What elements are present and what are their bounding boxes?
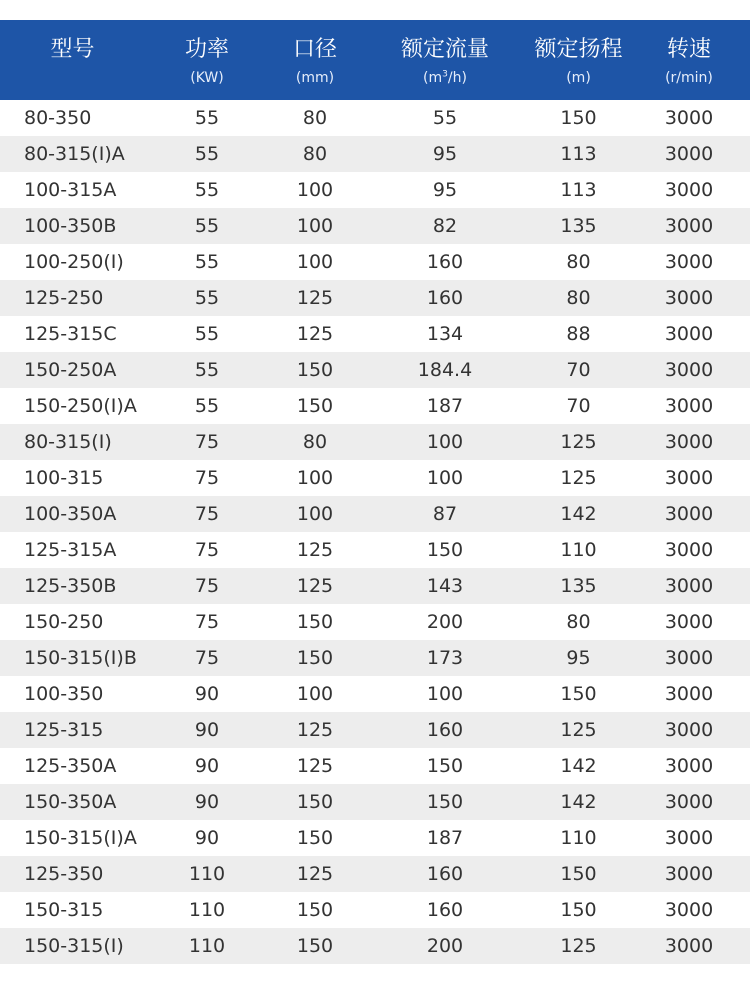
table-row (0, 604, 750, 640)
table-row (0, 712, 750, 748)
cell-diameter: 80 (302, 143, 328, 165)
cell-diameter: 125 (296, 863, 334, 885)
cell-head: 125 (560, 719, 597, 741)
table-row (0, 352, 750, 388)
cell-diameter: 150 (296, 935, 334, 957)
cell-diameter: 125 (296, 539, 334, 561)
table-body (0, 100, 750, 964)
cell-power: 110 (188, 899, 226, 921)
cell-speed: 3000 (664, 323, 714, 345)
table-row (0, 316, 750, 352)
header-diameter-title: 口径 (292, 37, 337, 62)
cell-power: 55 (194, 359, 220, 381)
header-flow-unit-pre: (m (423, 70, 443, 86)
cell-head: 70 (566, 359, 591, 381)
cell-flow: 100 (426, 467, 464, 489)
cell-model: 100-250(I) (24, 251, 124, 273)
cell-diameter: 100 (296, 179, 334, 201)
cell-flow: 95 (432, 143, 458, 165)
cell-model: 150-250(I)A (24, 395, 137, 417)
cell-diameter: 125 (296, 323, 334, 345)
table-row (0, 388, 750, 424)
cell-diameter: 80 (302, 107, 328, 129)
cell-flow: 200 (426, 935, 464, 957)
table-row (0, 280, 750, 316)
table-row (0, 676, 750, 712)
cell-diameter: 80 (302, 431, 328, 453)
cell-speed: 3000 (664, 503, 714, 525)
cell-diameter: 150 (296, 395, 334, 417)
cell-diameter: 150 (296, 647, 334, 669)
cell-flow: 150 (426, 539, 464, 561)
cell-head: 110 (560, 539, 597, 561)
cell-speed: 3000 (664, 467, 714, 489)
cell-speed: 3000 (664, 611, 714, 633)
cell-head: 135 (560, 215, 597, 237)
cell-diameter: 150 (296, 611, 334, 633)
cell-speed: 3000 (664, 431, 714, 453)
cell-diameter: 125 (296, 719, 334, 741)
cell-speed: 3000 (664, 719, 714, 741)
cell-head: 150 (560, 863, 597, 885)
cell-power: 75 (194, 503, 220, 525)
cell-model: 150-315 (24, 899, 104, 921)
cell-diameter: 125 (296, 287, 334, 309)
cell-speed: 3000 (664, 899, 714, 921)
cell-power: 55 (194, 395, 220, 417)
cell-head: 80 (566, 611, 591, 633)
cell-model: 100-350 (24, 683, 104, 705)
cell-power: 110 (188, 935, 226, 957)
header-speed-title: 转速 (666, 37, 711, 62)
table-row (0, 892, 750, 928)
cell-head: 113 (560, 179, 597, 201)
cell-speed: 3000 (664, 107, 714, 129)
cell-speed: 3000 (664, 251, 714, 273)
cell-diameter: 150 (296, 899, 334, 921)
cell-flow: 160 (426, 899, 464, 921)
table-row (0, 424, 750, 460)
cell-model: 80-315(I) (24, 431, 112, 453)
header-flow-unit-sup: 3 (442, 69, 448, 80)
cell-power: 75 (194, 431, 220, 453)
table-row (0, 784, 750, 820)
cell-model: 125-350A (24, 755, 117, 777)
cell-model: 100-315A (24, 179, 117, 201)
cell-flow: 184.4 (417, 359, 473, 381)
cell-diameter: 150 (296, 359, 334, 381)
cell-speed: 3000 (664, 143, 714, 165)
cell-power: 55 (194, 251, 220, 273)
table-row (0, 928, 750, 964)
cell-diameter: 150 (296, 791, 334, 813)
cell-diameter: 100 (296, 503, 334, 525)
cell-head: 95 (566, 647, 591, 669)
cell-model: 150-250A (24, 359, 117, 381)
cell-diameter: 150 (296, 827, 334, 849)
cell-speed: 3000 (664, 395, 714, 417)
cell-flow: 134 (426, 323, 464, 345)
header-diameter (269, 20, 361, 100)
cell-head: 113 (560, 143, 597, 165)
cell-model: 125-315C (24, 323, 117, 345)
cell-speed: 3000 (664, 647, 714, 669)
cell-model: 100-350B (24, 215, 117, 237)
cell-flow: 55 (432, 107, 458, 129)
table-row (0, 820, 750, 856)
cell-head: 150 (560, 683, 597, 705)
cell-flow: 160 (426, 251, 464, 273)
cell-model: 125-250 (24, 287, 104, 309)
cell-power: 55 (194, 215, 220, 237)
table-row (0, 640, 750, 676)
cell-head: 80 (566, 287, 591, 309)
cell-flow: 187 (426, 827, 464, 849)
cell-head: 125 (560, 467, 597, 489)
cell-speed: 3000 (664, 359, 714, 381)
header-head-unit: (m) (566, 70, 591, 86)
header-power (145, 20, 269, 100)
cell-power: 55 (194, 107, 220, 129)
cell-speed: 3000 (664, 935, 714, 957)
cell-model: 150-250 (24, 611, 104, 633)
cell-model: 150-315(I)A (24, 827, 137, 849)
cell-speed: 3000 (664, 863, 714, 885)
cell-flow: 173 (426, 647, 464, 669)
cell-head: 142 (560, 503, 597, 525)
cell-flow: 200 (426, 611, 464, 633)
header-head-title: 额定扬程 (534, 37, 623, 62)
cell-model: 125-315 (24, 719, 104, 741)
table-row (0, 100, 750, 136)
cell-flow: 160 (426, 863, 464, 885)
cell-diameter: 100 (296, 683, 334, 705)
cell-head: 88 (566, 323, 591, 345)
header-flow (361, 20, 529, 100)
cell-model: 125-350B (24, 575, 117, 597)
table-header (0, 20, 750, 100)
header-speed (628, 20, 750, 100)
cell-speed: 3000 (664, 755, 714, 777)
cell-head: 125 (560, 431, 597, 453)
cell-model: 100-315 (24, 467, 104, 489)
table-row (0, 136, 750, 172)
cell-head: 150 (560, 107, 597, 129)
cell-head: 110 (560, 827, 597, 849)
header-speed-unit: (r/min) (665, 70, 713, 86)
cell-power: 90 (194, 755, 220, 777)
cell-model: 80-350 (24, 107, 92, 129)
header-power-title: 功率 (184, 37, 229, 62)
cell-speed: 3000 (664, 791, 714, 813)
header-model-title: 型号 (50, 37, 95, 62)
table-row (0, 172, 750, 208)
cell-head: 135 (560, 575, 597, 597)
cell-flow: 100 (426, 683, 464, 705)
header-model (0, 20, 145, 100)
table-row (0, 856, 750, 892)
cell-power: 75 (194, 647, 220, 669)
cell-flow: 87 (432, 503, 458, 525)
cell-model: 80-315(I)A (24, 143, 125, 165)
cell-diameter: 100 (296, 467, 334, 489)
cell-flow: 150 (426, 755, 464, 777)
cell-power: 110 (188, 863, 226, 885)
cell-speed: 3000 (664, 539, 714, 561)
table-row (0, 244, 750, 280)
cell-power: 90 (194, 683, 220, 705)
table-row (0, 532, 750, 568)
cell-flow: 95 (432, 179, 458, 201)
cell-head: 70 (566, 395, 591, 417)
cell-model: 125-315A (24, 539, 117, 561)
cell-power: 90 (194, 719, 220, 741)
cell-flow: 143 (426, 575, 464, 597)
cell-flow: 187 (426, 395, 464, 417)
cell-power: 90 (194, 827, 220, 849)
cell-head: 142 (560, 791, 597, 813)
table-row (0, 568, 750, 604)
cell-power: 55 (194, 323, 220, 345)
cell-flow: 82 (432, 215, 458, 237)
header-flow-title: 额定流量 (400, 37, 489, 62)
header-power-unit: (KW) (190, 70, 224, 86)
cell-speed: 3000 (664, 179, 714, 201)
cell-power: 90 (194, 791, 220, 813)
cell-power: 55 (194, 287, 220, 309)
cell-model: 125-350 (24, 863, 104, 885)
header-head (529, 20, 628, 100)
table-row (0, 208, 750, 244)
cell-flow: 160 (426, 287, 464, 309)
cell-diameter: 100 (296, 215, 334, 237)
table-row (0, 496, 750, 532)
cell-speed: 3000 (664, 215, 714, 237)
cell-head: 150 (560, 899, 597, 921)
cell-power: 75 (194, 611, 220, 633)
cell-power: 75 (194, 539, 220, 561)
cell-model: 150-315(I) (24, 935, 124, 957)
header-flow-unit-post: /h) (447, 70, 467, 86)
cell-head: 125 (560, 935, 597, 957)
cell-flow: 150 (426, 791, 464, 813)
cell-model: 150-350A (24, 791, 117, 813)
cell-diameter: 100 (296, 251, 334, 273)
table-row (0, 460, 750, 496)
cell-model: 100-350A (24, 503, 117, 525)
cell-diameter: 125 (296, 755, 334, 777)
cell-flow: 160 (426, 719, 464, 741)
cell-power: 55 (194, 179, 220, 201)
spec-table (0, 20, 750, 964)
table-row (0, 748, 750, 784)
cell-head: 80 (566, 251, 591, 273)
cell-speed: 3000 (664, 575, 714, 597)
cell-diameter: 125 (296, 575, 334, 597)
cell-speed: 3000 (664, 827, 714, 849)
cell-power: 75 (194, 575, 220, 597)
cell-power: 75 (194, 467, 220, 489)
cell-model: 150-315(I)B (24, 647, 137, 669)
header-flow-unit (423, 69, 467, 87)
cell-power: 55 (194, 143, 220, 165)
cell-speed: 3000 (664, 683, 714, 705)
cell-head: 142 (560, 755, 597, 777)
header-diameter-unit: (mm) (295, 70, 335, 86)
cell-speed: 3000 (664, 287, 714, 309)
cell-flow: 100 (426, 431, 464, 453)
